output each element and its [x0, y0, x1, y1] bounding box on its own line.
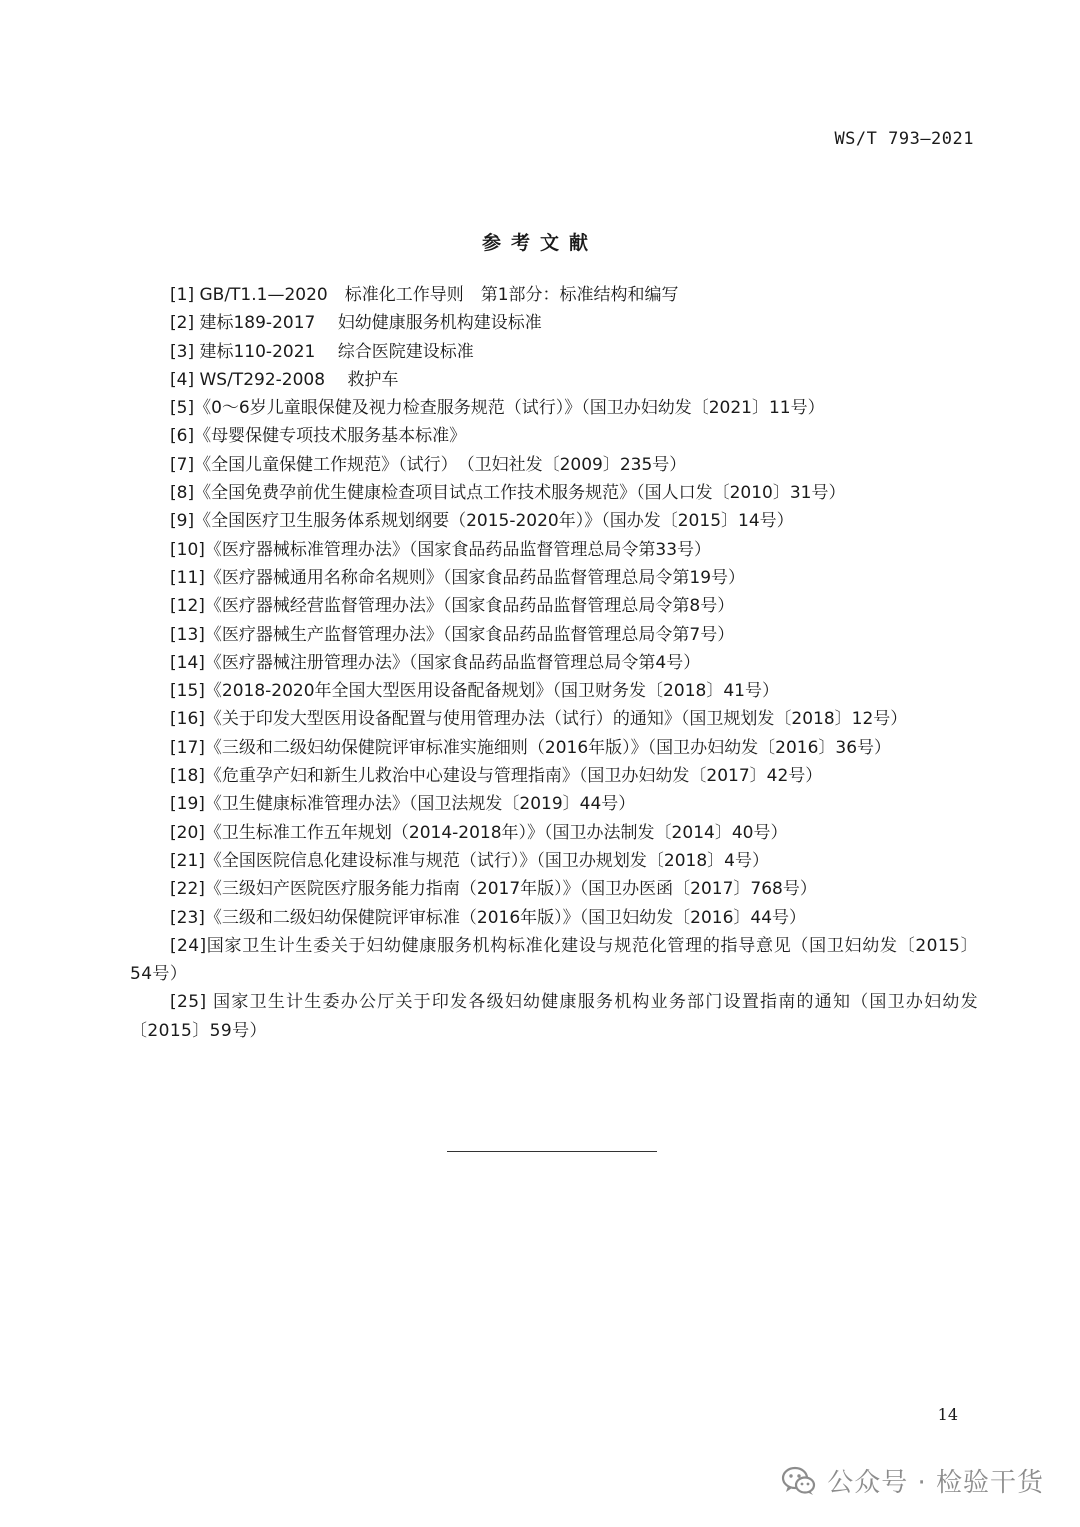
- standard-code: WS/T 793—2021: [834, 129, 974, 149]
- reference-item: [10]《医疗器械标准管理办法》（国家食品药品监督管理总局令第33号）: [170, 539, 712, 560]
- reference-item: [13]《医疗器械生产监督管理办法》（国家食品药品监督管理总局令第7号）: [170, 624, 735, 645]
- reference-item: [8]《全国免费孕前优生健康检查项目试点工作技术服务规范》（国人口发〔2010〕31号）: [170, 483, 846, 504]
- reference-item: [21]《全国医院信息化建设标准与规范（试行）》（国卫办规划发〔2018〕4号）: [170, 850, 769, 871]
- reference-item: [16]《关于印发大型医用设备配置与使用管理办法（试行）的通知》（国卫规划发〔2018〕12号）: [170, 709, 908, 730]
- reference-item: [18]《危重孕产妇和新生儿救治中心建设与管理指南》（国卫办妇幼发〔2017〕42号）: [170, 766, 823, 787]
- page-title: 参考文献: [481, 232, 598, 254]
- wechat-icon: [781, 1466, 817, 1496]
- page-number: 14: [937, 1405, 958, 1424]
- reference-item: [24]国家卫生计生委关于妇幼健康服务机构标准化建设与规范化管理的指导意见（国卫妇幼发〔2015〕54号）: [130, 935, 978, 985]
- reference-item: [22]《三级妇产医院医疗服务能力指南（2017年版）》（国卫办医函〔2017〕768号）: [170, 879, 817, 900]
- watermark: [781, 1462, 1044, 1499]
- watermark-text: 公众号 · 检验干货: [827, 1468, 1044, 1498]
- reference-item: [1] GB/T1.1—2020 标准化工作导则 第1部分：标准结构和编写: [170, 285, 679, 305]
- reference-item: [15]《2018-2020年全国大型医用设备配备规划》（国卫财务发〔2018〕41号）: [170, 681, 779, 702]
- reference-item: [7]《全国儿童保健工作规范》（试行） （卫妇社发〔2009〕235号）: [170, 454, 687, 475]
- reference-item: [14]《医疗器械注册管理办法》（国家食品药品监督管理总局令第4号）: [170, 652, 701, 673]
- reference-item: [11]《医疗器械通用名称命名规则》（国家食品药品监督管理总局令第19号）: [170, 567, 746, 588]
- reference-item: [19]《卫生健康标准管理办法》（国卫法规发〔2019〕44号）: [170, 794, 636, 815]
- reference-item: [6]《母婴保健专项技术服务基本标准》: [170, 426, 467, 447]
- reference-item: [2] 建标189-2017 妇幼健康服务机构建设标准: [170, 313, 542, 334]
- reference-item: [3] 建标110-2021 综合医院建设标准: [170, 341, 474, 362]
- reference-item: [17]《三级和二级妇幼保健院评审标准实施细则（2016年版）》（国卫办妇幼发〔2016〕36号）: [170, 737, 892, 758]
- reference-item: [5]《0～6岁儿童眼保健及视力检查服务规范（试行）》（国卫办妇幼发〔2021〕11号）: [170, 398, 825, 419]
- reference-list: [130, 281, 978, 1045]
- end-divider: [447, 1151, 657, 1152]
- reference-item: [25] 国家卫生计生委办公厅关于印发各级妇幼健康服务机构业务部门设置指南的通知（国卫办妇幼发〔2015〕59号）: [130, 992, 978, 1041]
- reference-item: [23]《三级和二级妇幼保健院评审标准（2016年版）》（国卫妇幼发〔2016〕44号）: [170, 907, 807, 928]
- reference-item: [12]《医疗器械经营监督管理办法》（国家食品药品监督管理总局令第8号）: [170, 596, 735, 617]
- reference-item: [4] WS/T292-2008 救护车: [170, 369, 399, 390]
- reference-item: [20]《卫生标准工作五年规划（2014-2018年）》（国卫办法制发〔2014〕40号）: [170, 822, 788, 843]
- reference-item: [9]《全国医疗卫生服务体系规划纲要（2015-2020年）》（国办发〔2015〕14号）: [170, 511, 794, 532]
